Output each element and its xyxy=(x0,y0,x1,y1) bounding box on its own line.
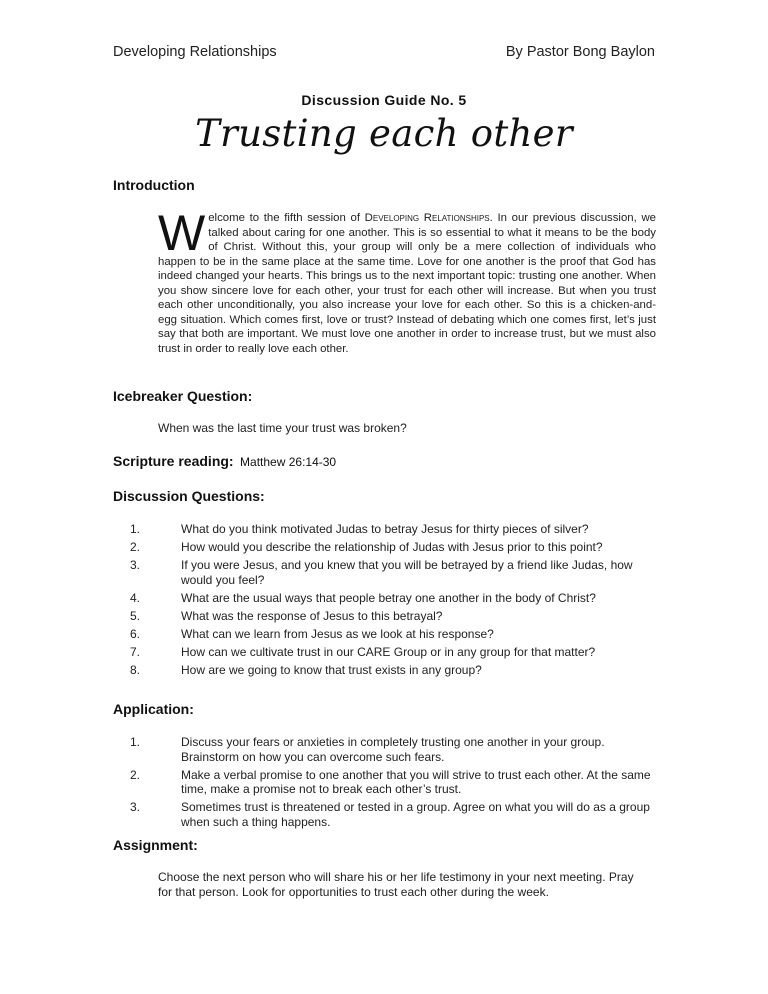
list-item xyxy=(130,627,660,642)
header-series-title: Developing Relationships xyxy=(113,44,277,60)
list-item xyxy=(130,540,660,555)
discussion-heading: Discussion Questions: xyxy=(113,488,265,504)
icebreaker-heading: Icebreaker Question: xyxy=(113,388,253,404)
list-item xyxy=(130,591,660,606)
list-item xyxy=(130,645,660,660)
intro-text-rest: . In our previous discussion, we talked about caring for one another. This is so essential to what it means to be the body of Christ. Without this, your group will only be a mere collection of individuals who happen to be in the same place at the same time. Love for one another is the proof that God has indeed changed your hearts. This brings us to the next important topic: trusting one another. When you show sincere love for each other, your trust for each other will increase. But when you trust each other unconditionally, you also increase your love for each other. So this is a chicken-and-egg situation. Which comes first, love or trust? Instead of debating which one comes first, let’s just say that both are important. We must love one another in order to increase trust, but we must also trust in order to really love each other. xyxy=(158,212,657,355)
intro-series-name: Developing Relationships xyxy=(364,212,490,224)
introduction-paragraph xyxy=(158,205,657,356)
item-number: 6. xyxy=(130,626,141,641)
item-text: If you were Jesus, and you knew that you will be betrayed by a friend like Judas, how would you feel? xyxy=(181,558,633,587)
scripture-reference: Matthew 26:14-30 xyxy=(240,455,337,469)
item-text: What do you think motivated Judas to betray Jesus for thirty pieces of silver? xyxy=(181,522,589,536)
header-author: By Pastor Bong Baylon xyxy=(505,44,655,60)
list-item xyxy=(130,522,660,537)
item-number: 4. xyxy=(130,590,141,605)
item-text: Discuss your fears or anxieties in completely trusting one another in your group. Brainstorm on how you can overcome such fears. xyxy=(181,735,605,764)
list-item xyxy=(130,768,660,797)
list-item xyxy=(130,609,660,624)
list-item xyxy=(130,558,660,587)
item-text: Make a verbal promise to one another that you will strive to trust each other. At the same time, make a promise not to break each other’s trust. xyxy=(181,767,651,796)
item-number: 2. xyxy=(130,767,141,782)
item-text: How would you describe the relationship of Judas with Jesus prior to this point? xyxy=(181,540,603,554)
drop-cap: W xyxy=(158,205,206,261)
item-number: 1. xyxy=(130,735,141,749)
assignment-text: Choose the next person who will share his or her life testimony in your next meeting. Pray for that person. Look for opportunities to trust each other during the week. xyxy=(158,870,634,899)
item-number: 5. xyxy=(130,608,141,623)
introduction-heading: Introduction xyxy=(113,177,195,193)
item-number: 7. xyxy=(130,644,141,659)
item-number: 2. xyxy=(130,540,141,554)
item-number: 3. xyxy=(130,558,141,572)
item-number: 1. xyxy=(130,522,141,536)
page-title: Trusting each other xyxy=(195,112,573,155)
list-item xyxy=(130,800,660,829)
item-number: 8. xyxy=(130,662,141,677)
item-text: What are the usual ways that people betray one another in the body of Christ? xyxy=(181,590,596,605)
item-text: What can we learn from Jesus as we look at his response? xyxy=(181,626,494,641)
item-number: 3. xyxy=(130,800,141,814)
intro-text-start: elcome to the fifth session of xyxy=(208,212,365,224)
discussion-questions-list xyxy=(130,522,660,681)
list-item xyxy=(130,663,660,678)
item-text: Sometimes trust is threatened or tested in a group. Agree on what you will do as a group when such a thing happens. xyxy=(181,800,650,829)
running-header xyxy=(113,44,655,60)
icebreaker-question: When was the last time your trust was broken? xyxy=(158,421,407,435)
item-text: How can we cultivate trust in our CARE Group or in any group for that matter? xyxy=(181,644,596,659)
scripture-label: Scripture reading: xyxy=(113,453,234,469)
item-text: What was the response of Jesus to this betrayal? xyxy=(181,608,443,623)
application-list xyxy=(130,735,660,833)
scripture-reading xyxy=(113,453,336,471)
guide-number: Discussion Guide No. 5 xyxy=(301,92,467,108)
assignment-heading: Assignment: xyxy=(113,837,198,853)
application-heading: Application: xyxy=(113,701,194,717)
item-text: How are we going to know that trust exists in any group? xyxy=(181,662,482,677)
list-item xyxy=(130,735,660,764)
